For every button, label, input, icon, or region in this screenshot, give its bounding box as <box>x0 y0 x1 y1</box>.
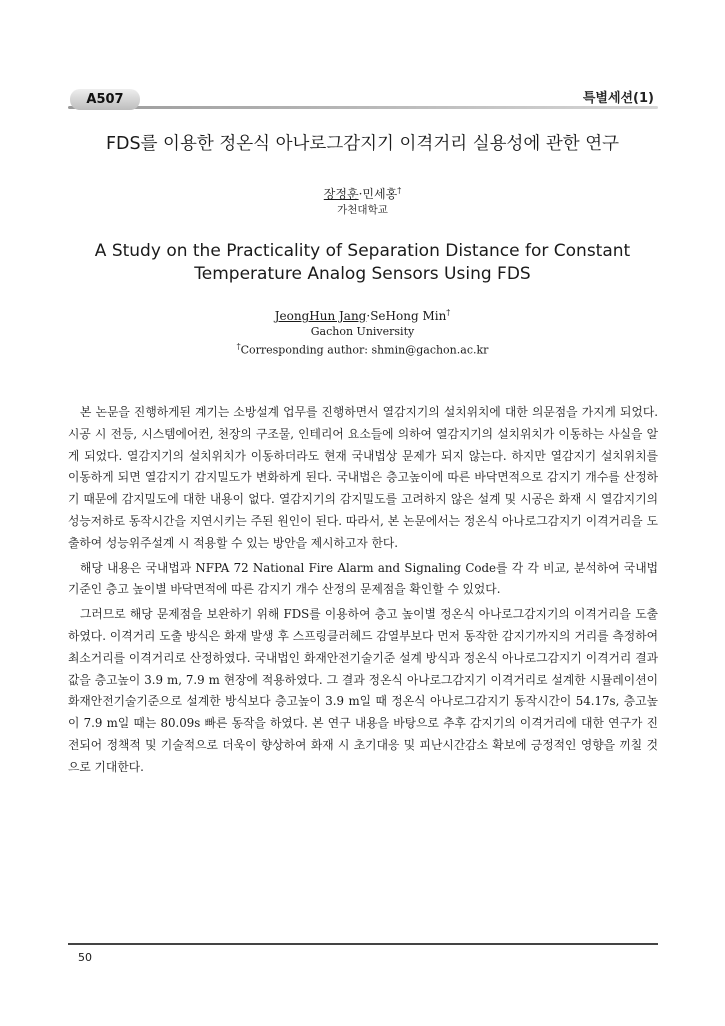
corresponding-mark: † <box>397 186 402 195</box>
page-header <box>68 86 658 112</box>
author-second-ko: 민세홍 <box>362 187 398 201</box>
affiliation-korean: 가천대학교 <box>337 204 388 216</box>
author-separator-en: · <box>366 309 371 323</box>
header-rule <box>68 106 658 109</box>
affiliation-english: Gachon University <box>310 325 415 338</box>
author-first-ko: 장정훈 <box>323 187 359 201</box>
title-english-line2: Temperature Analog Sensors Using FDS <box>194 264 531 284</box>
authors-korean <box>0 185 725 202</box>
corresponding-text: Corresponding author: shmin@gachon.ac.kr <box>240 343 489 357</box>
author-second-en: SeHong Min <box>370 309 447 323</box>
abstract-paragraph-1: 본 논문을 진행하게된 계기는 소방설계 업무를 진행하면서 열감지기의 설치위치에 대한 의문점을 가지게 되었다. 시공 시 전등, 시스템에어컨, 천장의 구조물, 인테리어 요소들에 의하여 열감지기의 설치위치가 이동하는 사실을 알게 되었다. 열감지기의 설치위치가 이동하더라도 현재 국내법상 문제가 되지 않는다. 하지만 열감지기 설치위치를 이동하게 되면 열감지기 감지밀도가 변화하게 된다. 국내법은 층고높이에 따른 바닥면적으로 감지기 개수를 산정하기 때문에 감지밀도에 대한 내용이 없다. 열감지기의 감지밀도를 고려하지 않은 설계 및 시공은 화재 시 열감지기의 성능저하로 동작시간을 지연시키는 주된 원인이 된다. 따라서, 본 논문에서는 정온식 아나로그감지기 이격거리을 도출하여 성능위주설계 시 적용할 수 있는 방안을 제시하고자 한다. <box>68 405 658 550</box>
authors-english <box>0 308 725 323</box>
footer-rule <box>68 943 658 945</box>
paper-code-tab: A507 <box>70 89 140 110</box>
title-english-line1: A Study on the Practicality of Separation Distance for Constant <box>94 241 631 261</box>
page-number: 50 <box>78 951 92 964</box>
abstract-paragraph-3: 그러므로 해당 문제점을 보완하기 위해 FDS를 이용하여 층고 높이별 정온식 아나로그감지기의 이격거리을 도출하였다. 이격거리 도출 방식은 화재 발생 후 스프링클러헤드 감열부보다 먼저 동작한 감지기까지의 거리를 측정하여 최소거리를 이격거리로 산정하였다. 국내법인 화재안전기술기준 설계 방식과 정온식 아나로그감지기 이격거리 결과값을 층고높이 3.9 m, 7.9 m 현장에 적용하였다. 그 결과 정온식 아나로그감지기 이격거리로 설계한 시뮬레이션이 화재안전기술기준으로 설계한 방식보다 층고높이 3.9 m일 때 정온식 아나로그감지기 동작시간이 54.17s, 층고높이 7.9 m일 때는 80.09s 빠른 동작을 하였다. 본 연구 내용을 바탕으로 추후 감지기의 이격거리에 대한 연구가 진전되어 정책적 및 기술적으로 더욱이 향상하여 화재 시 초기대응 및 피난시간감소 확보에 긍정적인 영향을 끼칠 것으로 기대한다. <box>68 607 658 774</box>
corresponding-dagger: † <box>236 342 241 351</box>
corresponding-author <box>0 342 725 357</box>
corresponding-mark-en: † <box>446 308 451 317</box>
title-korean: FDS를 이용한 정온식 아나로그감지기 이격거리 실용성에 관한 연구 <box>105 134 620 154</box>
abstract-paragraph-2: 해당 내용은 국내법과 NFPA 72 National Fire Alarm and Signaling Code를 각 각 비교, 분석하여 국내법 기준인 층고 높이별 바닥면적에 따른 감지기 개수 산정의 문제점을 확인할 수 있었다. <box>68 560 658 597</box>
title-english <box>0 240 725 286</box>
session-label: 특별세션(1) <box>582 91 654 106</box>
author-separator: · <box>358 187 363 201</box>
abstract-body <box>68 402 658 782</box>
author-first-en: JeongHun Jang <box>274 309 367 323</box>
